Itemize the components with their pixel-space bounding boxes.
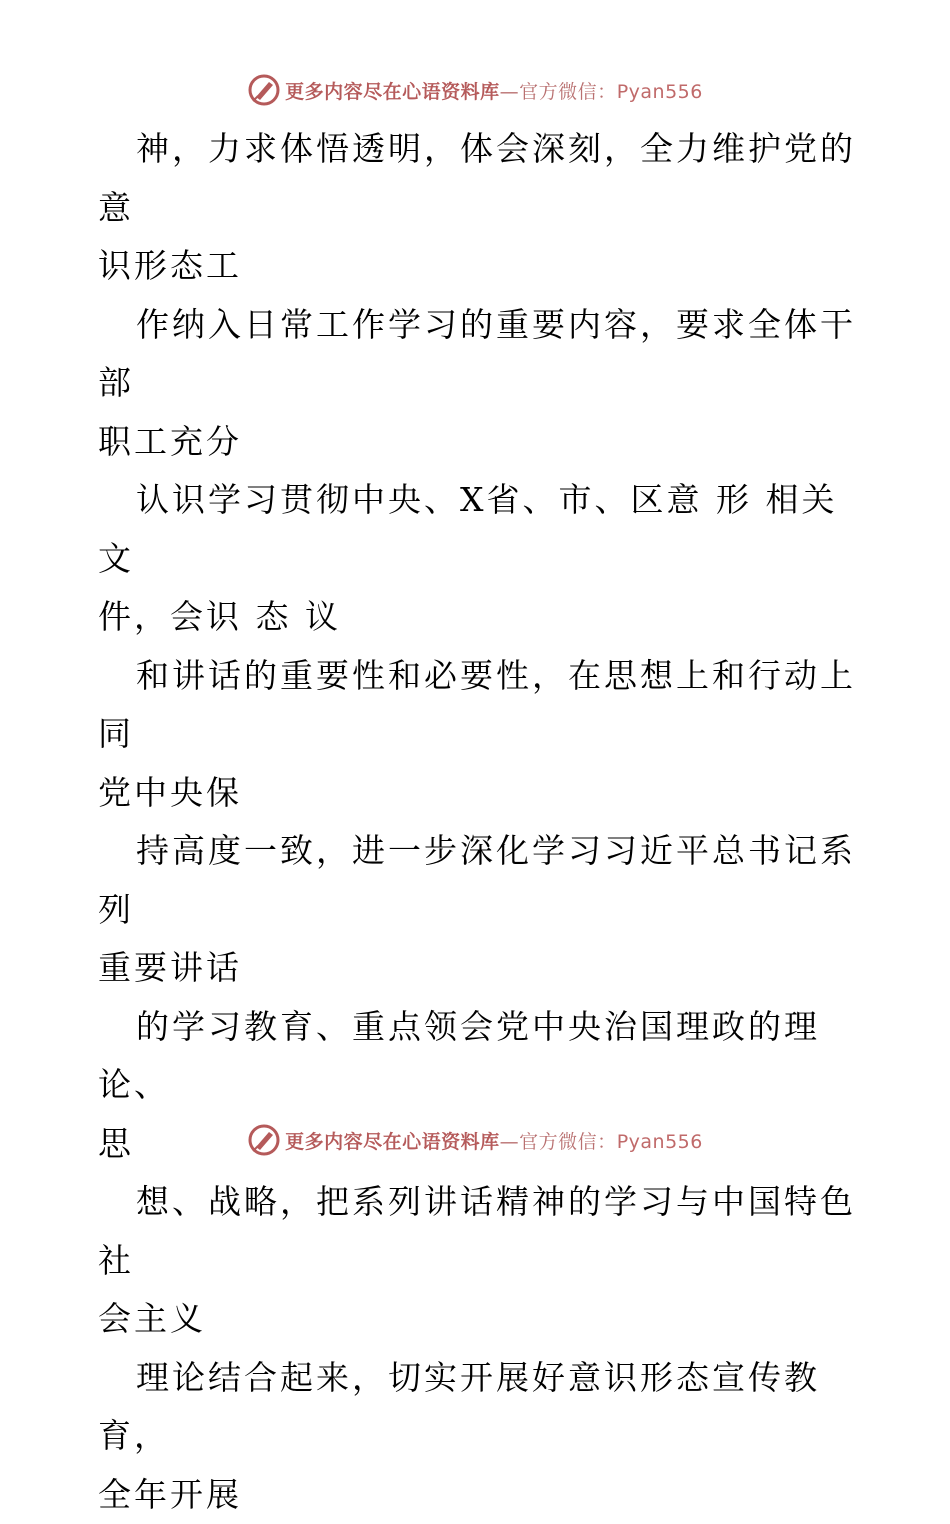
header-watermark <box>0 72 950 108</box>
quill-logo-icon <box>247 1123 281 1157</box>
paragraph-continuation: 件，会识 态 议 <box>98 588 858 647</box>
paragraph-continuation: 全年开展 <box>98 1466 858 1524</box>
footer-watermark <box>0 1122 950 1158</box>
paragraph <box>98 822 858 998</box>
footer-separator: — <box>500 1131 520 1153</box>
paragraph <box>98 1349 858 1524</box>
paragraph-line: 和讲话的重要性和必要性，在思想上和行动上同 <box>98 647 858 764</box>
paragraph-continuation: 重要讲话 <box>98 939 858 998</box>
paragraph-line: 神，力求体悟透明，体会深刻，全力维护党的意 <box>98 120 858 237</box>
header-wechat-label: 官方微信： <box>519 81 617 103</box>
footer-wechat-id: Pyan556 <box>617 1131 703 1153</box>
paragraph-line: 理论结合起来，切实开展好意识形态宣传教育， <box>98 1349 858 1466</box>
paragraph <box>98 471 858 647</box>
paragraph-continuation: 党中央保 <box>98 764 858 823</box>
paragraph-continuation: 思 <box>98 1115 858 1174</box>
footer-brand: 更多内容尽在心语资料库 <box>285 1131 500 1153</box>
paragraph <box>98 647 858 823</box>
paragraph-line: 想、战略，把系列讲话精神的学习与中国特色社 <box>98 1173 858 1290</box>
quill-logo-icon <box>247 73 281 107</box>
header-wechat-id: Pyan556 <box>617 81 703 103</box>
paragraph-line: 持高度一致，进一步深化学习习近平总书记系列 <box>98 822 858 939</box>
header-watermark-text <box>285 77 703 104</box>
paragraph-line: 认识学习贯彻中央、X省、市、区意 形 相关文 <box>98 471 858 588</box>
document-body <box>98 120 858 1524</box>
paragraph <box>98 296 858 472</box>
header-separator: — <box>500 81 520 103</box>
footer-wechat-label: 官方微信： <box>519 1131 617 1153</box>
paragraph-continuation: 职工充分 <box>98 413 858 472</box>
paragraph <box>98 120 858 296</box>
paragraph-line: 的学习教育、重点领会党中央治国理政的理论、 <box>98 998 858 1115</box>
paragraph-continuation: 识形态工 <box>98 237 858 296</box>
paragraph-continuation: 会主义 <box>98 1290 858 1349</box>
header-brand: 更多内容尽在心语资料库 <box>285 81 500 103</box>
paragraph-line: 作纳入日常工作学习的重要内容，要求全体干部 <box>98 296 858 413</box>
footer-watermark-text <box>285 1127 703 1154</box>
paragraph <box>98 1173 858 1349</box>
